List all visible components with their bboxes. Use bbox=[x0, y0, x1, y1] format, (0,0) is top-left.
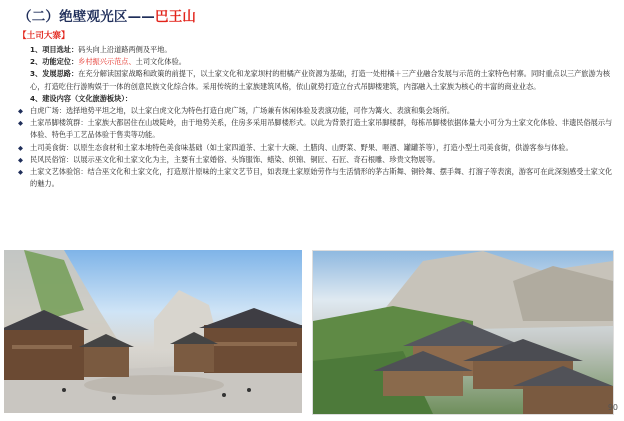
heading-prefix: （二）绝壁观光区—— bbox=[18, 9, 155, 25]
item-1-text: 码头向上沿道路两侧及平地。 bbox=[78, 45, 172, 54]
item-3 bbox=[18, 68, 618, 92]
page-heading bbox=[18, 5, 196, 25]
village-aerial-rendering-image bbox=[312, 250, 614, 415]
rendering-photos bbox=[0, 250, 624, 421]
bullet-stilt-houses: ◆ 土家吊脚楼筑群：土家族大都居住在山坡陡岭，由于地势关系，住房多采用吊脚楼形式。以此为背景打造土家吊脚楼群，每栋吊脚楼依据体量大小可分为土家文化体验、非遗民俗展示与体验、特色手工艺品体验于售卖等功能。 bbox=[18, 117, 618, 141]
heading-highlight: 巴王山 bbox=[155, 9, 197, 25]
plaza-rendering-drawing bbox=[4, 250, 302, 413]
item-3-text: 在充分解读国家战略和政策的前提下，以土家文化和龙家坝村的柑橘产业资源为基础，打造一处柑橘＋三产业融合发展与示范的土家特色村寨。同时重点以三产旅游为核心，打造吃住行游购娱于一体的创意民族文化综合体。采用传统的土家族建筑风格，依山就势打造立台式吊脚楼建筑，内部融入土家族为核心的丰富的商业业态。 bbox=[30, 69, 611, 91]
section-tag: 【土司大寨】 bbox=[18, 31, 70, 41]
item-1 bbox=[18, 44, 618, 56]
item-3-label: 3、发展思路： bbox=[30, 69, 79, 79]
content-body bbox=[18, 44, 618, 190]
bullet-white-tiger-plaza: ◆ 白虎广场：选择地势平坦之地，以土家白虎文化为特色打造白虎广场，广场兼有休闲体验及表演功能，可作为篝火、表演和集会场所。 bbox=[18, 105, 618, 117]
item-2-text: 土司文化体验。 bbox=[135, 57, 186, 67]
item-2-label: 2、功能定位： bbox=[30, 57, 79, 67]
item-2 bbox=[18, 56, 618, 68]
village-aerial-drawing bbox=[313, 251, 613, 414]
item-1-label: 1、项目选址： bbox=[30, 45, 79, 54]
bullet-food-street: ◆ 土司美食街：以原生态食材和土家本地特色美食味基础（如土家四道茶、土家十大碗、土腊肉、山野菜、野果、咂酒、罐罐茶等），打造小型土司美食街，供游客参与体验。 bbox=[18, 142, 618, 154]
item-4-label: 4、建设内容（文化旅游板块）： bbox=[30, 93, 133, 103]
plaza-rendering-image bbox=[4, 250, 302, 413]
bullet-folk-museum: ◆ 民风民俗馆：以展示巫文化和土家文化为主，主要有土家婚俗、头饰服饰、蜡染、织锦、铜匠、石匠、奇石根雕、珍贵文物展等。 bbox=[18, 154, 618, 166]
bullet-arts-hall: ◆ 土家文艺体验馆：结合巫文化和土家文化，打造原汁原味的土家文艺节目，如表现土家原始劳作与生活情形的茅古斯舞、铜铃舞、摆手舞、打溜子等表演，游客可在此深刻感受土家文化的魅力。 bbox=[18, 166, 618, 190]
item-2-highlight: 乡村振兴示范点、 bbox=[78, 57, 136, 67]
page-number: 90 bbox=[607, 403, 618, 412]
